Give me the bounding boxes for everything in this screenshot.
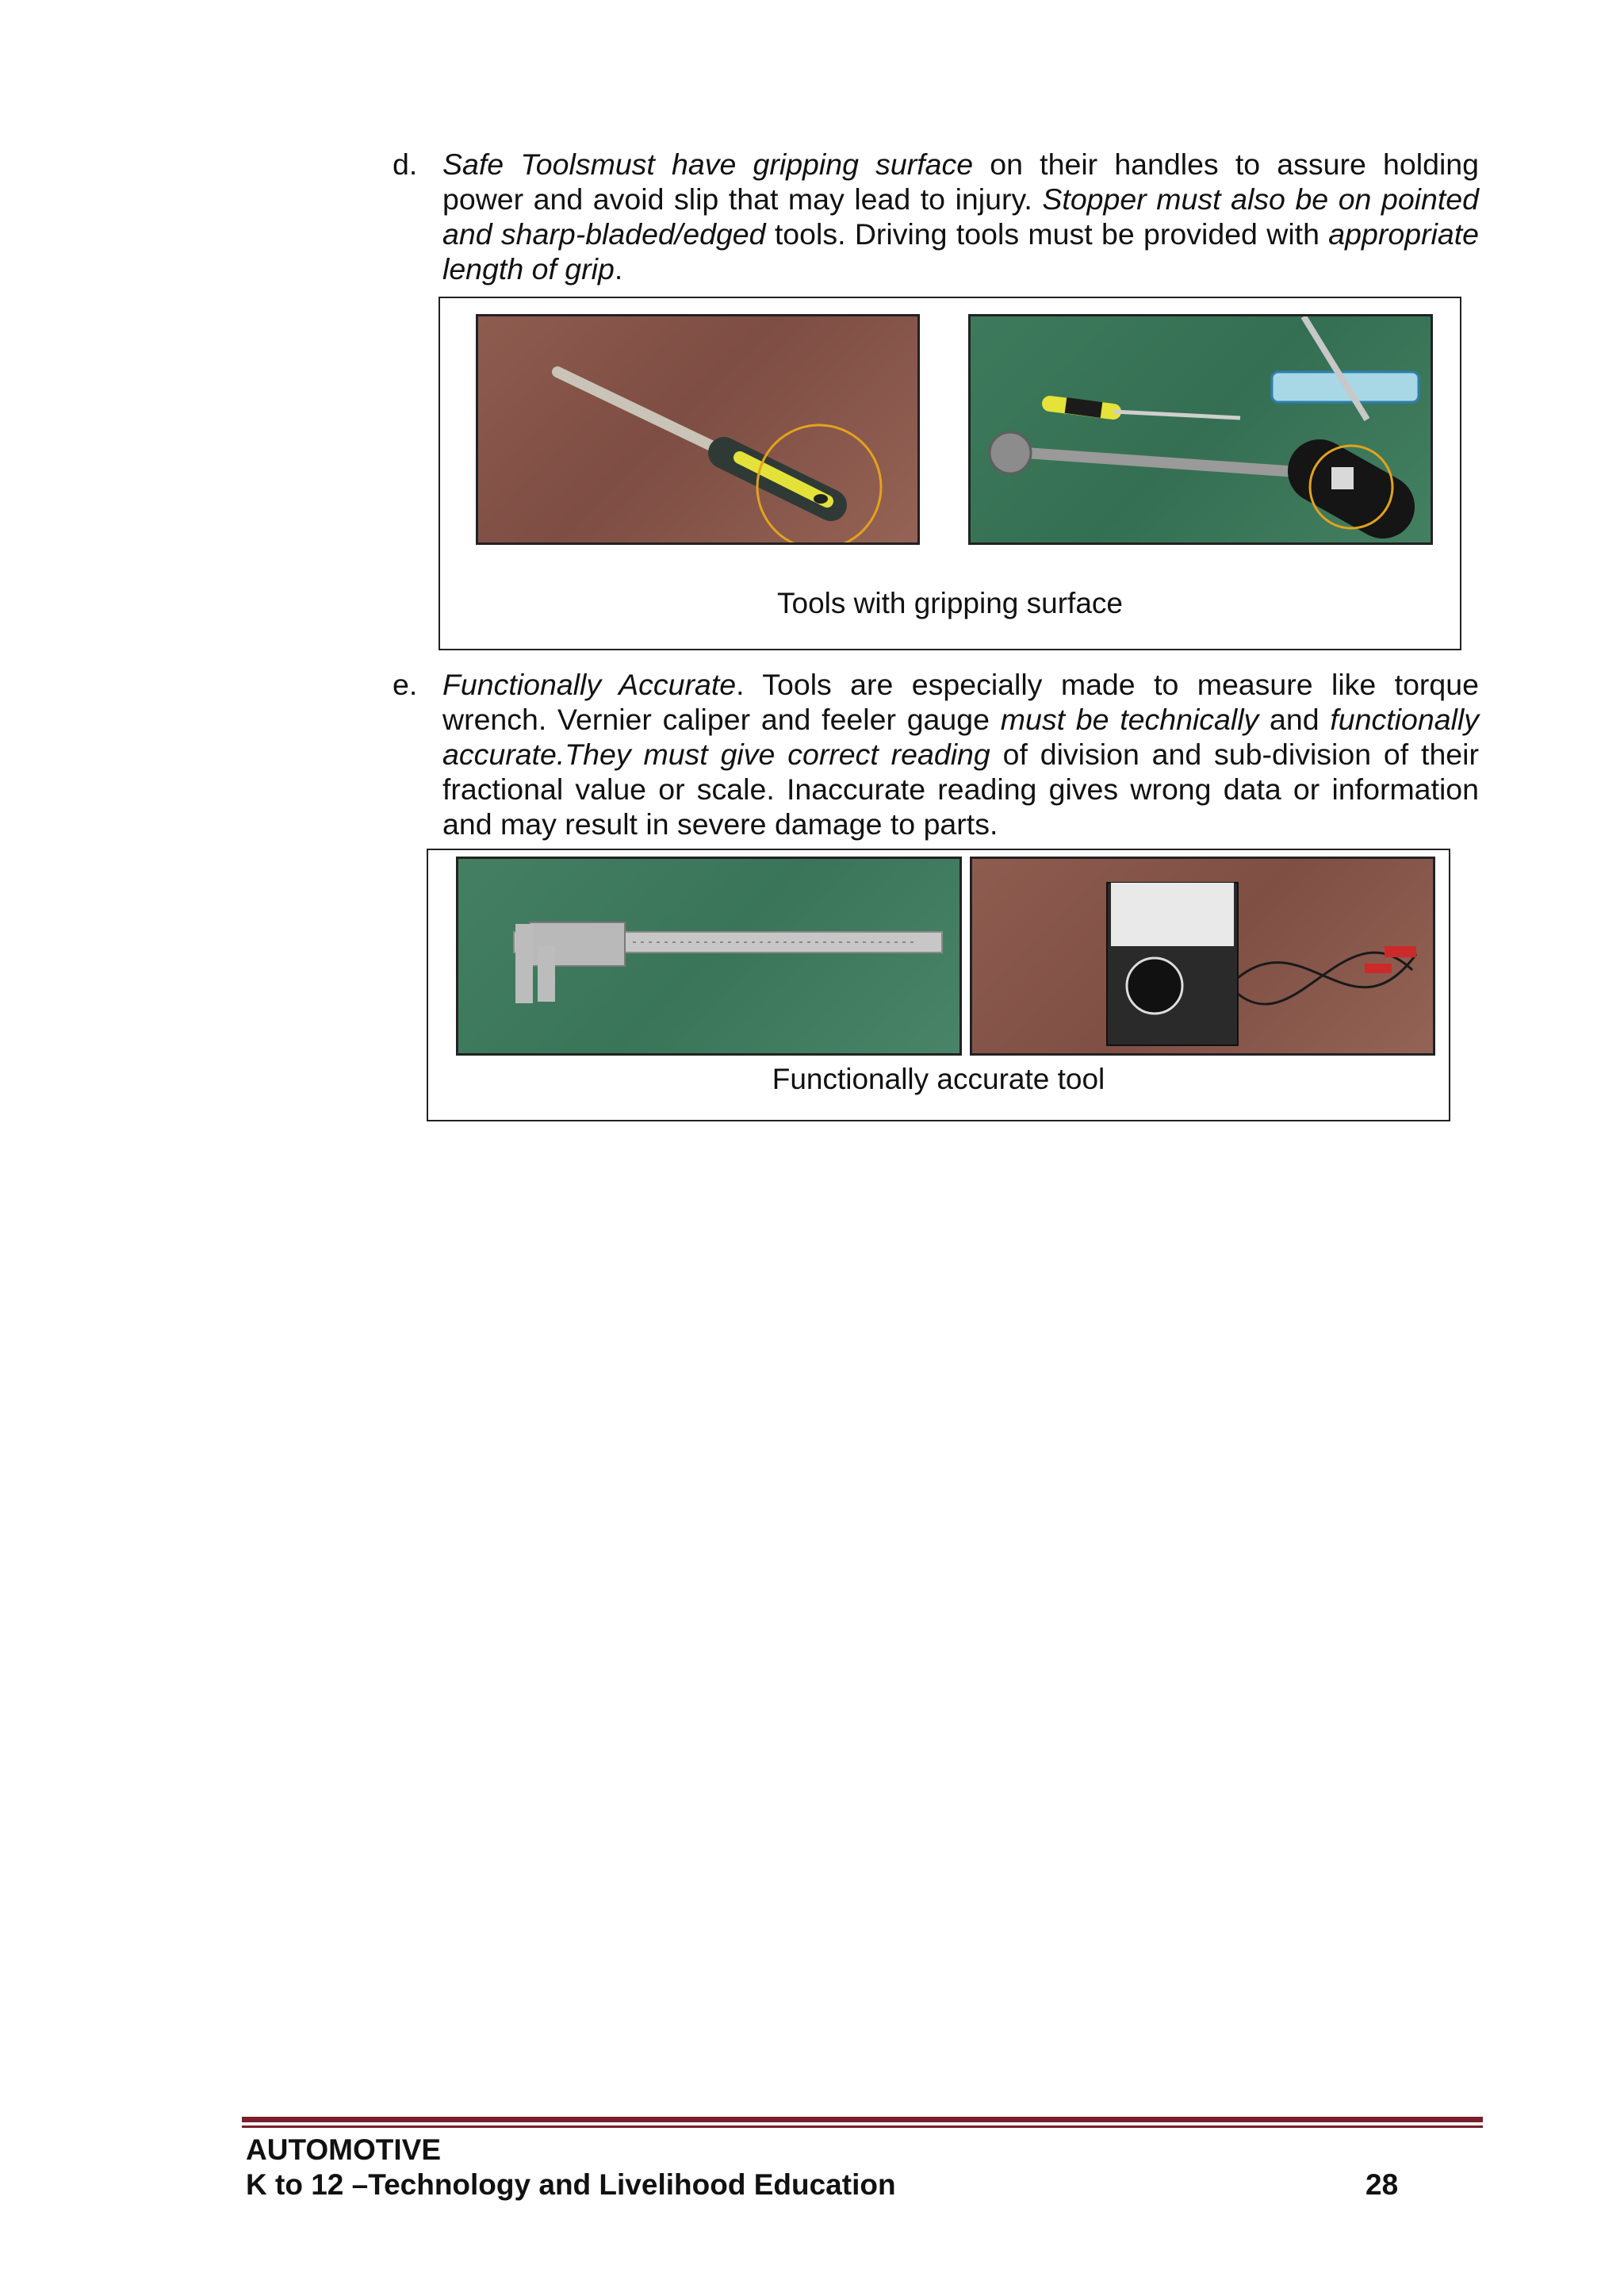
list-marker-e: e. <box>393 668 418 701</box>
footer-rule <box>242 2117 1483 2122</box>
photo-file-grip <box>476 314 920 545</box>
list-item-d <box>393 147 1479 286</box>
photo-driving-tools <box>968 314 1433 545</box>
page-number: 28 <box>1365 2168 1399 2201</box>
footer-title: AUTOMOTIVE <box>246 2133 441 2166</box>
list-marker-d: d. <box>393 148 418 181</box>
multimeter-icon <box>972 859 1433 1053</box>
item-d-text: Safe Toolsmust have gripping surface on their handles to assure holding power and avoid slip that may lead to injury. Stopper must also be on pointed and sharp-bladed/edged tools. Driving tools must be provided with appropriate length of grip. <box>442 148 1479 286</box>
caliper-icon <box>458 859 959 1053</box>
figure1-caption: Tools with gripping surface <box>777 587 1123 619</box>
figure-gripping-tools <box>439 297 1461 650</box>
footer-subtitle: K to 12 –Technology and Livelihood Education <box>246 2168 896 2201</box>
driving-tools-icon <box>971 316 1431 542</box>
item-e-text: Functionally Accurate. Tools are especially made to measure like torque wrench. Vernier caliper and feeler gauge must be technically and functionally accurate.They must give correct reading of division and sub-division of their fractional value or scale. Inaccurate reading gives wrong data or information and may result in severe damage to parts. <box>442 668 1479 841</box>
file-tool-icon <box>478 316 917 542</box>
photo-vernier-caliper <box>456 857 962 1056</box>
footer-rule-thin <box>242 2125 1483 2128</box>
figure2-caption: Functionally accurate tool <box>772 1063 1105 1095</box>
list-item-e <box>393 667 1479 841</box>
figure-accurate-tools <box>427 849 1450 1121</box>
photo-multimeter <box>970 857 1435 1056</box>
